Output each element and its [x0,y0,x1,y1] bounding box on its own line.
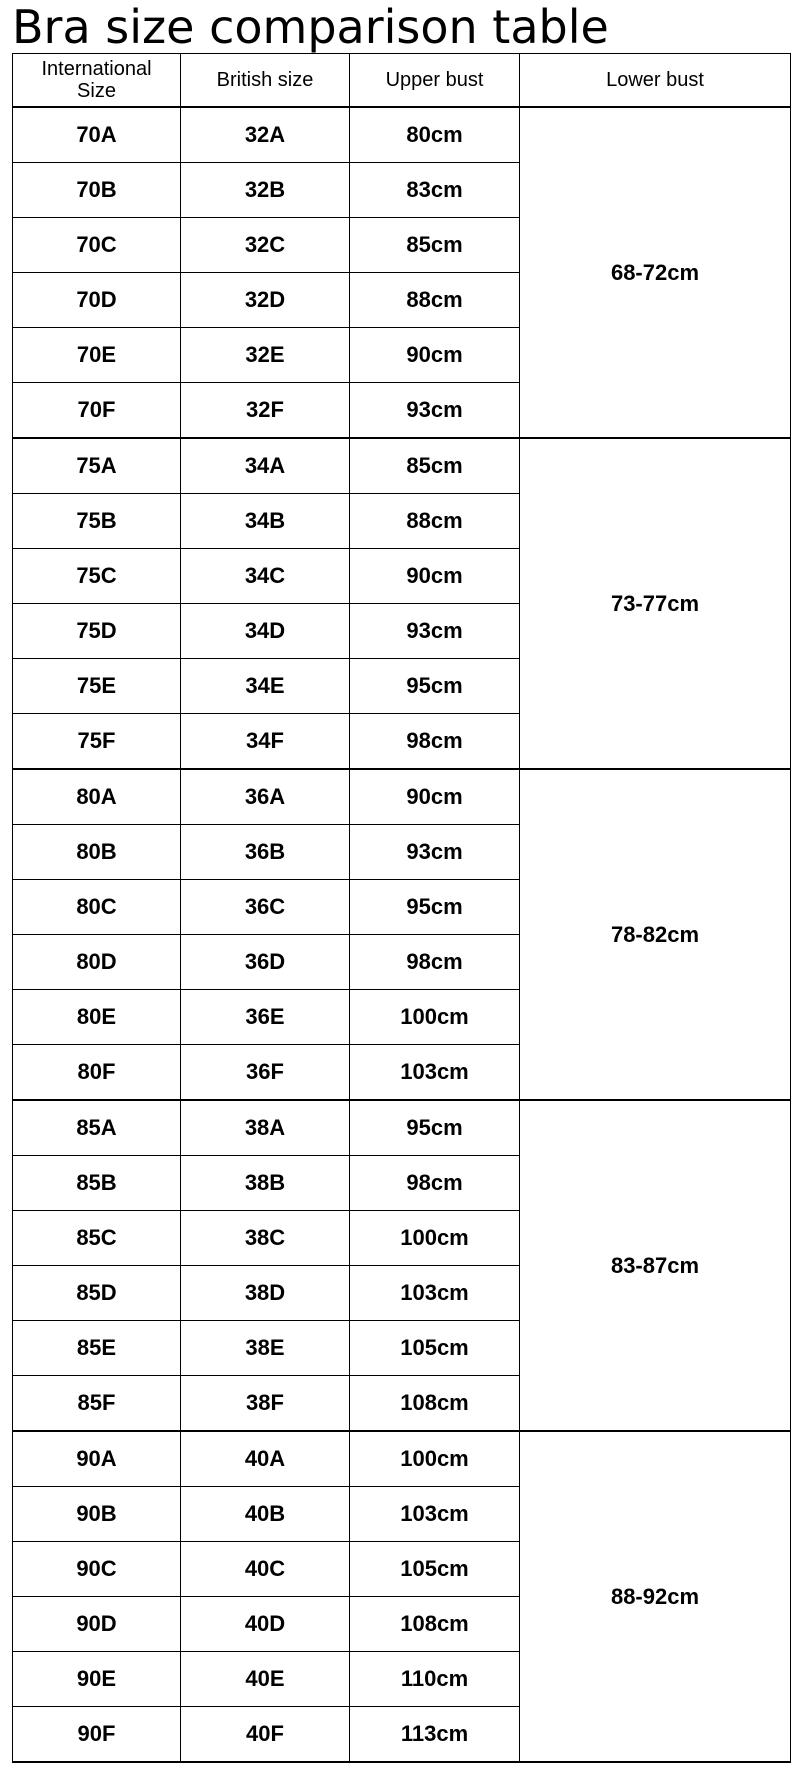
international-size-cell: 80E [13,990,181,1045]
international-size-cell: 75D [13,604,181,659]
british-size-cell: 34B [181,494,350,549]
international-size-cell: 75C [13,549,181,604]
british-size-cell: 38B [181,1156,350,1211]
upper-bust-cell: 85cm [350,218,520,273]
lower-bust-cell: 73-77cm [520,438,791,769]
british-size-cell: 40C [181,1542,350,1597]
upper-bust-cell: 103cm [350,1487,520,1542]
upper-bust-cell: 88cm [350,273,520,328]
header-british-size: British size [181,54,350,108]
international-size-cell: 85D [13,1266,181,1321]
upper-bust-cell: 90cm [350,549,520,604]
british-size-cell: 36B [181,825,350,880]
table-row [13,107,791,163]
british-size-cell: 34F [181,714,350,770]
upper-bust-cell: 103cm [350,1045,520,1101]
upper-bust-cell: 100cm [350,990,520,1045]
british-size-cell: 40E [181,1652,350,1707]
british-size-cell: 38C [181,1211,350,1266]
british-size-cell: 40B [181,1487,350,1542]
upper-bust-cell: 88cm [350,494,520,549]
international-size-cell: 70B [13,163,181,218]
international-size-cell: 85E [13,1321,181,1376]
upper-bust-cell: 103cm [350,1266,520,1321]
international-size-cell: 85C [13,1211,181,1266]
british-size-cell: 36C [181,880,350,935]
lower-bust-cell: 78-82cm [520,769,791,1100]
upper-bust-cell: 108cm [350,1376,520,1432]
international-size-cell: 90C [13,1542,181,1597]
upper-bust-cell: 95cm [350,880,520,935]
international-size-cell: 85A [13,1100,181,1156]
british-size-cell: 36F [181,1045,350,1101]
upper-bust-cell: 98cm [350,714,520,770]
international-size-cell: 70F [13,383,181,439]
upper-bust-cell: 93cm [350,604,520,659]
international-size-cell: 75E [13,659,181,714]
table-row [13,1100,791,1156]
international-size-cell: 75F [13,714,181,770]
international-size-cell: 70D [13,273,181,328]
british-size-cell: 38F [181,1376,350,1432]
upper-bust-cell: 90cm [350,328,520,383]
british-size-cell: 40D [181,1597,350,1652]
lower-bust-cell: 83-87cm [520,1100,791,1431]
upper-bust-cell: 95cm [350,1100,520,1156]
british-size-cell: 32A [181,107,350,163]
british-size-cell: 38D [181,1266,350,1321]
british-size-cell: 34C [181,549,350,604]
header-international-line1: International [41,58,152,80]
international-size-cell: 70E [13,328,181,383]
size-comparison-table [12,53,791,1763]
british-size-cell: 34A [181,438,350,494]
international-size-cell: 80A [13,769,181,825]
table-body [13,107,791,1762]
international-size-cell: 70A [13,107,181,163]
lower-bust-cell: 88-92cm [520,1431,791,1762]
upper-bust-cell: 100cm [350,1211,520,1266]
page-title: Bra size comparison table [12,0,609,54]
british-size-cell: 38A [181,1100,350,1156]
upper-bust-cell: 93cm [350,825,520,880]
upper-bust-cell: 90cm [350,769,520,825]
upper-bust-cell: 110cm [350,1652,520,1707]
international-size-cell: 75A [13,438,181,494]
british-size-cell: 34E [181,659,350,714]
british-size-cell: 36A [181,769,350,825]
international-size-cell: 80D [13,935,181,990]
international-size-cell: 80F [13,1045,181,1101]
header-international-size [13,54,181,108]
upper-bust-cell: 98cm [350,1156,520,1211]
british-size-cell: 32B [181,163,350,218]
upper-bust-cell: 105cm [350,1321,520,1376]
british-size-cell: 32E [181,328,350,383]
british-size-cell: 32D [181,273,350,328]
british-size-cell: 40A [181,1431,350,1487]
upper-bust-cell: 85cm [350,438,520,494]
international-size-cell: 85B [13,1156,181,1211]
header-international-line2: Size [77,80,116,102]
header-lower-bust: Lower bust [520,54,791,108]
international-size-cell: 80C [13,880,181,935]
table-header [13,54,791,108]
lower-bust-cell: 68-72cm [520,107,791,438]
table-row [13,1431,791,1487]
international-size-cell: 90A [13,1431,181,1487]
british-size-cell: 38E [181,1321,350,1376]
table-row [13,438,791,494]
british-size-cell: 34D [181,604,350,659]
table-row [13,769,791,825]
upper-bust-cell: 113cm [350,1707,520,1763]
upper-bust-cell: 100cm [350,1431,520,1487]
british-size-cell: 40F [181,1707,350,1763]
upper-bust-cell: 80cm [350,107,520,163]
international-size-cell: 80B [13,825,181,880]
international-size-cell: 90D [13,1597,181,1652]
header-upper-bust: Upper bust [350,54,520,108]
british-size-cell: 32F [181,383,350,439]
british-size-cell: 32C [181,218,350,273]
international-size-cell: 90F [13,1707,181,1763]
international-size-cell: 75B [13,494,181,549]
british-size-cell: 36E [181,990,350,1045]
upper-bust-cell: 105cm [350,1542,520,1597]
upper-bust-cell: 93cm [350,383,520,439]
international-size-cell: 90B [13,1487,181,1542]
header-row [13,54,791,108]
upper-bust-cell: 83cm [350,163,520,218]
british-size-cell: 36D [181,935,350,990]
international-size-cell: 70C [13,218,181,273]
upper-bust-cell: 98cm [350,935,520,990]
international-size-cell: 85F [13,1376,181,1432]
international-size-cell: 90E [13,1652,181,1707]
upper-bust-cell: 95cm [350,659,520,714]
upper-bust-cell: 108cm [350,1597,520,1652]
